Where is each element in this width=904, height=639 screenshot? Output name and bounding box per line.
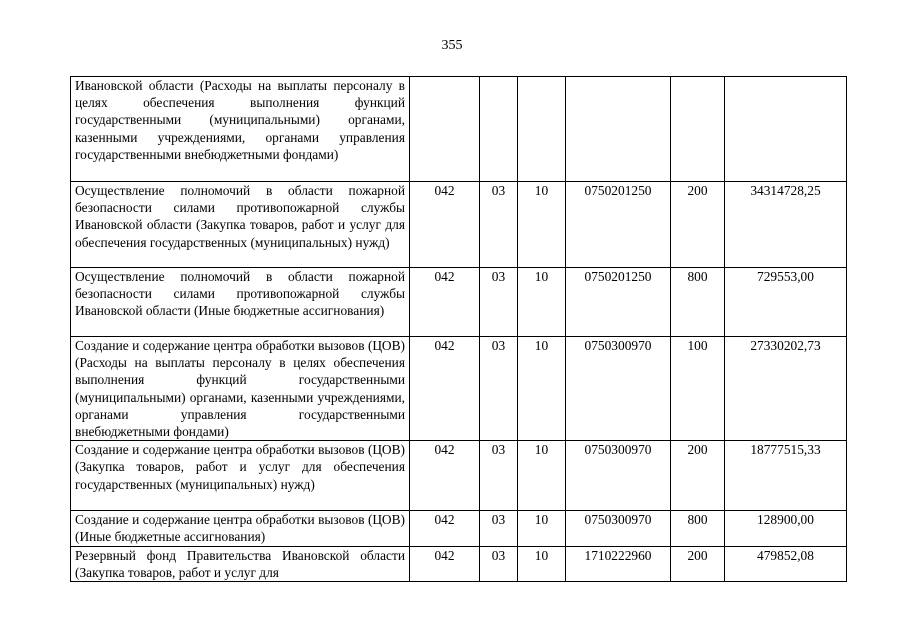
- ministry-code: 042: [410, 546, 480, 581]
- row-description: Создание и содержание центра обработки вызовов (ЦОВ) (Расходы на выплаты персоналу в целях обеспечения выполнения функций государственными (муниципальными) органами, казенными учреждениями, органами управления государственными внебюджетными фондами): [71, 337, 410, 441]
- subsection-code: 10: [518, 546, 566, 581]
- ministry-code: 042: [410, 441, 480, 511]
- row-description: Осуществление полномочий в области пожарной безопасности силами противопожарной службы Ивановской области (Закупка товаров, работ и услуг для обеспечения государственных (муниципальных) нужд): [71, 182, 410, 268]
- subsection-code: [518, 77, 566, 182]
- section-code: [480, 77, 518, 182]
- row-description: Резервный фонд Правительства Ивановской области (Закупка товаров, работ и услуг для: [71, 546, 410, 581]
- subsection-code: 10: [518, 337, 566, 441]
- table-row: [71, 77, 847, 182]
- expense-type-code: 100: [671, 337, 725, 441]
- target-article-code: 0750300970: [566, 511, 671, 546]
- table-row: [71, 511, 847, 546]
- target-article-code: 0750300970: [566, 337, 671, 441]
- amount: 128900,00: [725, 511, 847, 546]
- table-row: [71, 546, 847, 581]
- target-article-code: [566, 77, 671, 182]
- table-row: [71, 182, 847, 268]
- section-code: 03: [480, 182, 518, 268]
- ministry-code: [410, 77, 480, 182]
- row-description: Создание и содержание центра обработки вызовов (ЦОВ) (Закупка товаров, работ и услуг для обеспечения государственных (муниципальных) нужд): [71, 441, 410, 511]
- expense-type-code: 800: [671, 268, 725, 337]
- target-article-code: 0750201250: [566, 268, 671, 337]
- section-code: 03: [480, 337, 518, 441]
- expense-type-code: [671, 77, 725, 182]
- expense-type-code: 200: [671, 182, 725, 268]
- budget-table: [70, 76, 847, 582]
- amount: [725, 77, 847, 182]
- amount: 729553,00: [725, 268, 847, 337]
- row-description: Ивановской области (Расходы на выплаты персоналу в целях обеспечения выполнения функций государственными (муниципальными) органами, казенными учреждениями, органами управления государственными внебюджетными фондами): [71, 77, 410, 182]
- ministry-code: 042: [410, 337, 480, 441]
- ministry-code: 042: [410, 268, 480, 337]
- expense-type-code: 200: [671, 441, 725, 511]
- ministry-code: 042: [410, 511, 480, 546]
- page-number: 355: [441, 38, 463, 53]
- table-row: [71, 268, 847, 337]
- table-row: [71, 441, 847, 511]
- subsection-code: 10: [518, 511, 566, 546]
- subsection-code: 10: [518, 441, 566, 511]
- subsection-code: 10: [518, 182, 566, 268]
- section-code: 03: [480, 546, 518, 581]
- expense-type-code: 800: [671, 511, 725, 546]
- section-code: 03: [480, 441, 518, 511]
- section-code: 03: [480, 511, 518, 546]
- subsection-code: 10: [518, 268, 566, 337]
- amount: 34314728,25: [725, 182, 847, 268]
- ministry-code: 042: [410, 182, 480, 268]
- target-article-code: 0750201250: [566, 182, 671, 268]
- row-description: Осуществление полномочий в области пожарной безопасности силами противопожарной службы Ивановской области (Иные бюджетные ассигнования): [71, 268, 410, 337]
- row-description: Создание и содержание центра обработки вызовов (ЦОВ) (Иные бюджетные ассигнования): [71, 511, 410, 546]
- table-row: [71, 337, 847, 441]
- target-article-code: 0750300970: [566, 441, 671, 511]
- section-code: 03: [480, 268, 518, 337]
- amount: 27330202,73: [725, 337, 847, 441]
- target-article-code: 1710222960: [566, 546, 671, 581]
- amount: 479852,08: [725, 546, 847, 581]
- amount: 18777515,33: [725, 441, 847, 511]
- expense-type-code: 200: [671, 546, 725, 581]
